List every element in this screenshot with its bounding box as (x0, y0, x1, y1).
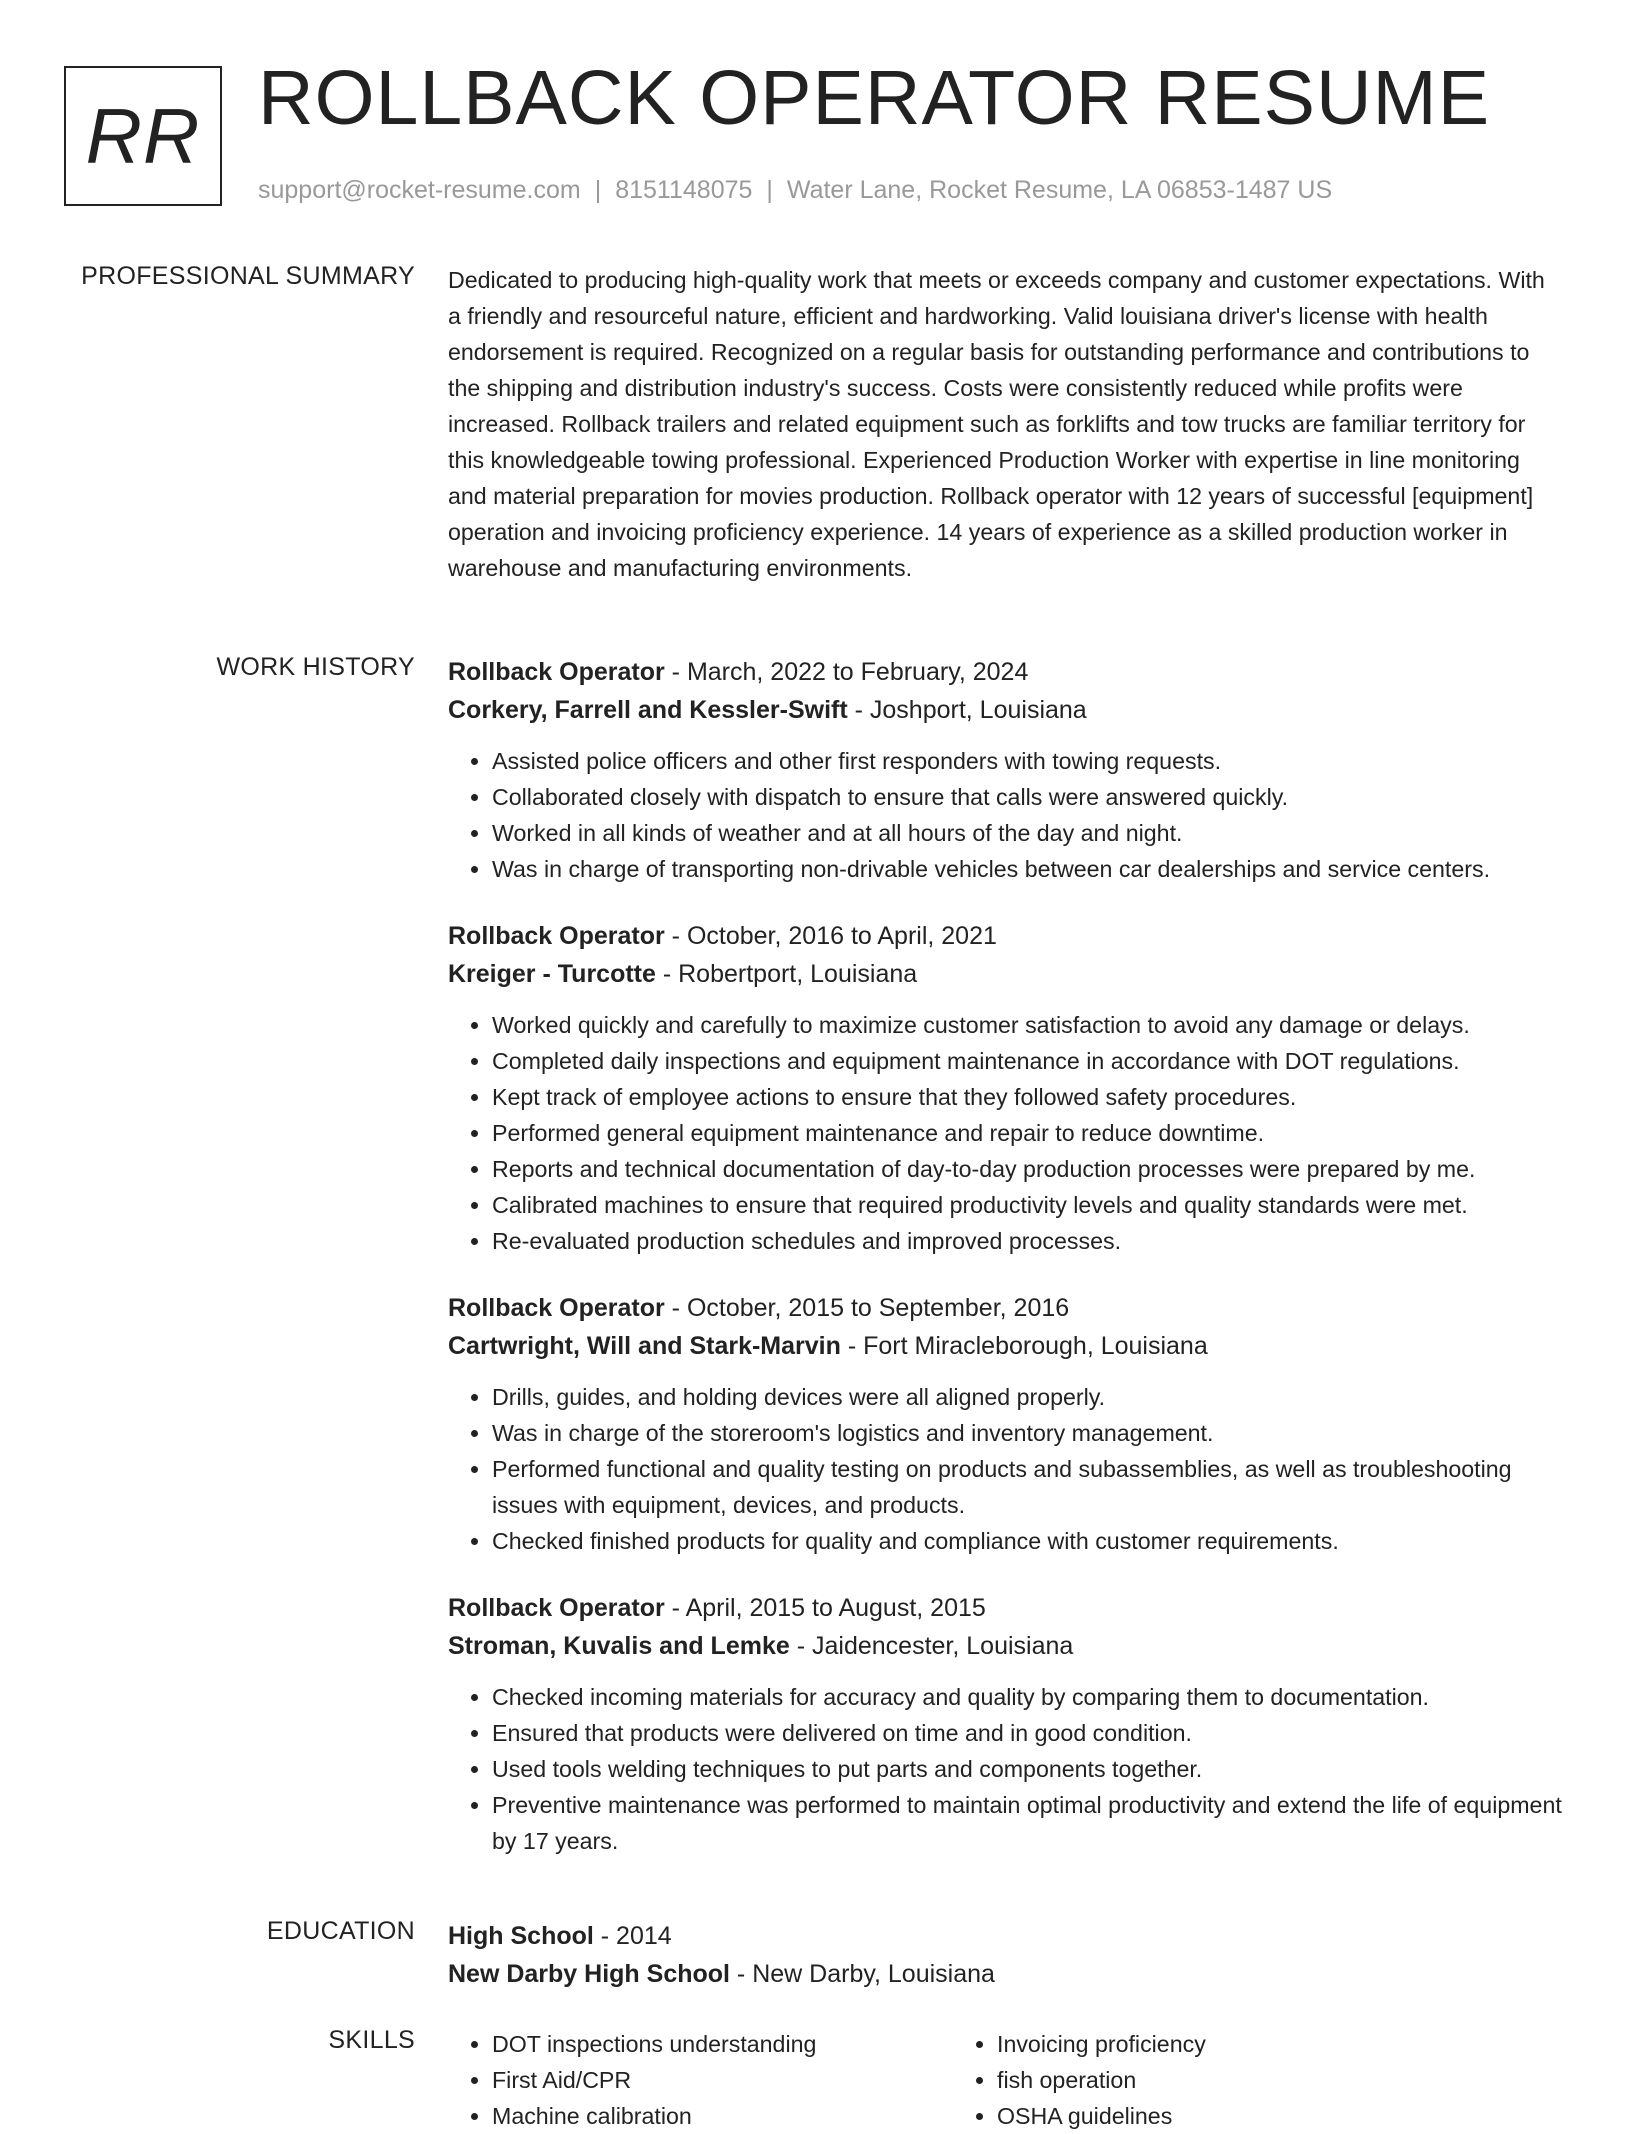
skill-item: • Machine calibration (492, 2098, 953, 2134)
summary-body (448, 262, 1563, 586)
education-school: New Darby High School (448, 1960, 730, 1988)
job-bullet: • Kept track of employee actions to ensure that they followed safety procedures. (492, 1079, 1563, 1115)
job-company: Corkery, Farrell and Kessler-Swift (448, 696, 848, 724)
job-entry (448, 653, 1563, 887)
skill-item: • fish operation (997, 2062, 1458, 2098)
skills-list-right (953, 2026, 1458, 2134)
contact-address: Water Lane, Rocket Resume, LA 06853-1487 US (786, 176, 1333, 204)
job-title: Rollback Operator (448, 658, 665, 686)
job-location: - Fort Miracleborough, Louisiana (840, 1332, 1208, 1360)
job-company-line (448, 1327, 1563, 1365)
job-entry (448, 1589, 1563, 1859)
monogram-logo (64, 66, 222, 206)
skill-item: • Invoicing proficiency (997, 2026, 1458, 2062)
contact-separator: | (594, 176, 602, 204)
job-bullet: • Completed daily inspections and equipment maintenance in accordance with DOT regulations. (492, 1043, 1563, 1079)
education-body (448, 1917, 1563, 1993)
education-year: - 2014 (593, 1922, 672, 1950)
job-title: Rollback Operator (448, 922, 665, 950)
job-bullet: • Worked in all kinds of weather and at all hours of the day and night. (492, 815, 1563, 851)
education-school-line (448, 1955, 1563, 1993)
job-bullet: • Was in charge of transporting non-drivable vehicles between car dealerships and service centers. (492, 851, 1563, 887)
job-bullet: • Performed general equipment maintenance and repair to reduce downtime. (492, 1115, 1563, 1151)
job-title: Rollback Operator (448, 1594, 665, 1622)
job-company: Kreiger - Turcotte (448, 960, 656, 988)
job-dates: - October, 2015 to September, 2016 (664, 1294, 1070, 1322)
job-bullet: • Reports and technical documentation of day-to-day production processes were prepared by me. (492, 1151, 1563, 1187)
job-bullet: • Checked incoming materials for accuracy and quality by comparing them to documentation. (492, 1679, 1563, 1715)
education-degree: High School (448, 1922, 594, 1950)
job-entry (448, 1289, 1563, 1559)
job-title-line (448, 653, 1563, 691)
job-bullet: • Performed functional and quality testing on products and subassemblies, as well as troubleshooting issues with equipment, devices, and products. (492, 1451, 1563, 1523)
skills-list-left (448, 2026, 953, 2134)
job-bullet: • Checked finished products for quality and compliance with customer requirements. (492, 1523, 1563, 1559)
job-bullet: • Was in charge of the storeroom's logistics and inventory management. (492, 1415, 1563, 1451)
job-bullets (448, 1007, 1563, 1259)
education-label: EDUCATION (266, 1917, 415, 1945)
monogram-initials: RR (85, 92, 201, 180)
job-bullet: • Drills, guides, and holding devices were all aligned properly. (492, 1379, 1563, 1415)
job-bullet: • Calibrated machines to ensure that required productivity levels and quality standards were met. (492, 1187, 1563, 1223)
contact-phone[interactable]: 8151148075 (615, 176, 753, 204)
skills-label: SKILLS (328, 2026, 415, 2054)
contact-email[interactable]: support@rocket-resume.com (258, 176, 581, 204)
job-location: - Jaidencester, Louisiana (789, 1632, 1074, 1660)
job-bullet: • Collaborated closely with dispatch to ensure that calls were answered quickly. (492, 779, 1563, 815)
job-bullet: • Used tools welding techniques to put parts and components together. (492, 1751, 1563, 1787)
job-bullet: • Worked quickly and carefully to maximize customer satisfaction to avoid any damage or delays. (492, 1007, 1563, 1043)
skills-columns (448, 2026, 1563, 2134)
summary-label: PROFESSIONAL SUMMARY (81, 262, 415, 290)
job-bullet: • Assisted police officers and other first responders with towing requests. (492, 743, 1563, 779)
skill-item: • DOT inspections understanding (492, 2026, 953, 2062)
job-location: - Joshport, Louisiana (847, 696, 1087, 724)
job-bullets (448, 1679, 1563, 1859)
job-company: Stroman, Kuvalis and Lemke (448, 1632, 790, 1660)
education-degree-line (448, 1917, 1563, 1955)
skill-item: • First Aid/CPR (492, 2062, 953, 2098)
education-location: - New Darby, Louisiana (729, 1960, 995, 1988)
job-title-line (448, 917, 1563, 955)
job-bullet: • Re-evaluated production schedules and improved processes. (492, 1223, 1563, 1259)
job-title-line (448, 1589, 1563, 1627)
job-entry (448, 917, 1563, 1259)
job-bullets (448, 743, 1563, 887)
skills-body (448, 2026, 1563, 2134)
job-company: Cartwright, Will and Stark-Marvin (448, 1332, 841, 1360)
skill-item: • OSHA guidelines (997, 2098, 1458, 2134)
job-company-line (448, 1627, 1563, 1665)
job-dates: - April, 2015 to August, 2015 (664, 1594, 986, 1622)
work-history-label: WORK HISTORY (216, 653, 415, 681)
job-bullet: • Preventive maintenance was performed to maintain optimal productivity and extend the life of equipment by 17 years. (492, 1787, 1563, 1859)
summary-text: Dedicated to producing high-quality work that meets or exceeds company and customer expectations. With a friendly and resourceful nature, efficient and hardworking. Valid louisiana driver's license with health endorsement is required. Recognized on a regular basis for outstanding performance and contributions to the shipping and distribution industry's success. Costs were consistently reduced while profits were increased. Rollback trailers and related equipment such as forklifts and tow trucks are familiar territory for this knowledgeable towing professional. Experienced Production Worker with expertise in line monitoring and material preparation for movies production. Rollback operator with 12 years of successful [equipment] operation and invoicing proficiency experience. 14 years of experience as a skilled production worker in warehouse and manufacturing environments. (448, 267, 1545, 581)
job-bullet: • Ensured that products were delivered on time and in good condition. (492, 1715, 1563, 1751)
job-title-line (448, 1289, 1563, 1327)
work-history-body (448, 653, 1563, 1859)
resume-title: ROLLBACK OPERATOR RESUME (258, 55, 1491, 141)
job-location: - Robertport, Louisiana (655, 960, 918, 988)
job-company-line (448, 691, 1563, 729)
job-dates: - October, 2016 to April, 2021 (664, 922, 997, 950)
job-bullets (448, 1379, 1563, 1559)
job-dates: - March, 2022 to February, 2024 (664, 658, 1029, 686)
contact-line (258, 176, 1332, 205)
job-company-line (448, 955, 1563, 993)
contact-separator: | (766, 176, 773, 204)
job-title: Rollback Operator (448, 1294, 665, 1322)
